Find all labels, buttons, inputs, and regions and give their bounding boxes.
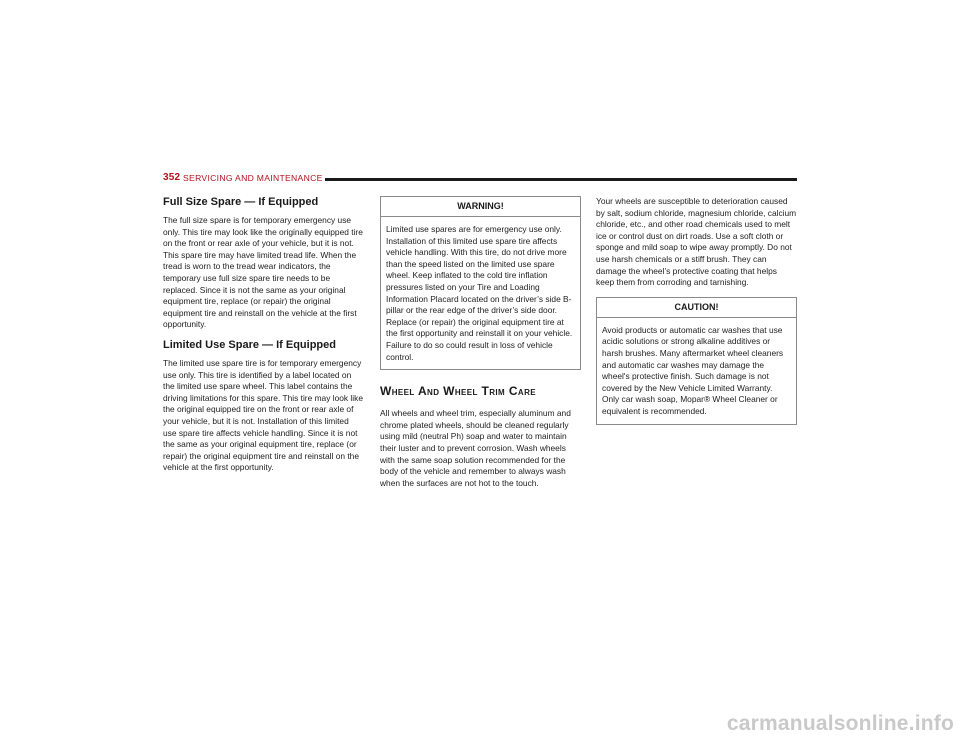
warning-box	[380, 196, 581, 370]
header-section-title: SERVICING AND MAINTENANCE	[183, 173, 323, 183]
column-middle	[380, 196, 581, 497]
caution-title: CAUTION!	[597, 298, 796, 318]
warning-text: Limited use spares are for emergency use only. Installation of this limited use spare tire affects vehicle handling. With this tire, do not drive more than the speed listed on the limited use spare wheel. Keep inflated to the cold tire inflation pressures listed on your Tire and Loading Information Placard located on the driver’s side B-pillar or the rear edge of the driver’s side door. Replace (or repair) the original equipment tire at the first opportunity and reinstall it on your vehicle. Failure to do so could result in loss of vehicle control.	[386, 224, 573, 362]
watermark: carmanualsonline.info	[726, 712, 954, 735]
column-right	[596, 196, 797, 425]
column-left	[163, 196, 364, 482]
warning-title: WARNING!	[381, 197, 580, 217]
caution-box	[596, 297, 797, 425]
paragraph-wheel-deterioration: Your wheels are susceptible to deterioration caused by salt, sodium chloride, magnesium chloride, calcium chloride, etc., and other road chemicals used to melt ice or control dust on dirt roads. Use a soft cloth or sponge and mild soap to wipe away promptly. Do not use harsh chemicals or a stiff brush. They can damage the wheel’s protective coating that helps keep them from corroding and tarnishing.	[596, 196, 797, 288]
page-number: 352	[163, 172, 181, 183]
paragraph-wheel-trim-care: All wheels and wheel trim, especially aluminum and chrome plated wheels, should be cleaned regularly using mild (neutral Ph) soap and water to maintain their luster and to prevent corrosion. Wash wheels with the same soap solution recommended for the body of the vehicle and remember to always wash when the surfaces are not hot to the touch.	[380, 408, 571, 488]
caution-text: Avoid products or automatic car washes that use acidic solutions or strong alkaline additives or harsh brushes. Many aftermarket wheel cleaners and automatic car washes may damage the wheel's protective finish. Such damage is not covered by the New Vehicle Limited Warranty. Only car wash soap, Mopar® Wheel Cleaner or equivalent is recommended.	[602, 324, 784, 416]
paragraph-full-size-spare: The full size spare is for temporary emergency use only. This tire may look like the originally equipped tire on the front or rear axle of your vehicle, but it is not. This spare tire may have limited tread life. When the tread is worn to the tread wear indicators, the temporary use full size spare tire needs to be replaced. Since it is not the same as your original equipment tire, replace (or repair) the original equipment tire and reinstall on the vehicle at the first opportunity.	[163, 215, 363, 330]
heading-full-size-spare: Full Size Spare — If Equipped	[163, 196, 319, 208]
header-rule	[325, 178, 797, 181]
heading-limited-use-spare: Limited Use Spare — If Equipped	[163, 338, 336, 351]
page-header	[163, 172, 797, 186]
paragraph-limited-use-spare: The limited use spare tire is for temporary emergency use only. This tire is identified by a label located on the limited use spare wheel. This label contains the driving limitations for this spare. This tire may look like the original equipped tire on the front or rear axle of your vehicle, but it is not. Installation of this limited use spare tire affects vehicle handling. Since it is not the same as your original equipment tire, replace (or repair) the original equipment tire and reinstall on the vehicle at the first opportunity.	[163, 357, 363, 473]
heading-wheel-trim-care: Wheel And Wheel Trim Care	[380, 384, 536, 399]
